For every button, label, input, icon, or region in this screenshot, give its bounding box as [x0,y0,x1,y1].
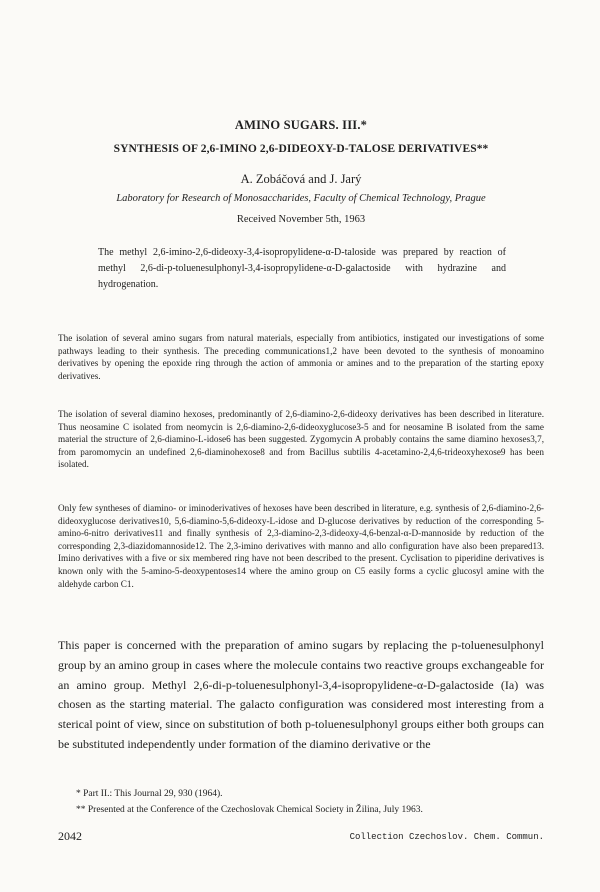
intro-paragraph-2: The isolation of several diamino hexoses, predominantly of 2,6-diamino-2,6-dideoxy derivatives has been described in literature. Thus neosamine C isolated from neomycin is 2,6-diamino-2,6-dideoxyglucose3-5 and for neosamine B isolated from the same material the structure of 2,6-diamino-L-idose6 has been suggested. Zygomycin A probably contains the same diamino hexoses3,7, from paromomycin an undefined 2,6-diaminohexose8 and from Bacillus subtilis 4-acetamino-2,4,6-trideoxyhexose9 has been isolated. [58,409,544,470]
title-line-2: SYNTHESIS OF 2,6-IMINO 2,6-DIDEOXY-D-TALOSE DERIVATIVES** [113,143,489,155]
affiliation: Laboratory for Research of Monosaccharides, Faculty of Chemical Technology, Prague [116,193,486,204]
title-line-1: AMINO SUGARS. III.* [234,118,368,132]
main-paragraph: This paper is concerned with the preparation of amino sugars by replacing the p-toluenesulphonyl group by an amino group in cases where the molecule contains two reactive groups exchangeable for an amino group. Methyl 2,6-di-p-toluenesulphonyl-3,4-isopropylidene-α-D-galactoside (Ia) was chosen as the starting material. The galacto configuration was considered most interesting from a sterical point of view, since on substitution of both p-toluenesulphonyl groups either both groups can be substituted independently under formation of the diamino derivative or the [58,638,544,751]
footnote-2: ** Presented at the Conference of the Czechoslovak Chemical Society in Žilina, July 1963. [76,805,423,815]
footnote-1: * Part II.: This Journal 29, 930 (1964). [76,789,223,799]
abstract: The methyl 2,6-imino-2,6-dideoxy-3,4-isopropylidene-α-D-taloside was prepared by reaction of methyl 2,6-di-p-toluenesulphonyl-3,4-isopropylidene-α-D-galactoside with hydrazine and hydrogenation. [98,247,506,290]
intro-paragraph-1: The isolation of several amino sugars from natural materials, especially from antibiotics, instigated our investigations of some pathways leading to their synthesis. The preceding communications1,2 have been devoted to the synthesis of monoamino derivatives by opening the epoxide ring through the action of ammonia or amines and to the preparation of the starting epoxy derivatives. [58,333,544,381]
page-number: 2042 [58,829,82,843]
intro-paragraph-3: Only few syntheses of diamino- or iminoderivatives of hexoses have been described in literature, e.g. synthesis of 2,6-diamino-2,6-dideoxyglucose derivatives10, 5,6-diamino-5,6-dideoxy-L-idose and D-glucose derivatives by reduction of the corresponding 5-amino-6-nitro derivatives11 and finally synthesis of 2,3-diamino-2,3-dideoxy-4,6-benzal-α-D-mannoside by reduction of the corresponding 2,3-diazidomannoside12. The 2,3-imino derivatives with manno and allo configuration have also been prepared13. Imino derivatives with a five or six membered ring have not been described to the present. Cyclisation to piperidine derivatives is known only with the 5-amino-5-deoxypentoses14 where the amino group on C5 easily forms a cyclic glucosyl amine with the aldehyde carbon C1. [58,503,544,589]
journal-running-footer: Collection Czechoslov. Chem. Commun. [349,832,544,842]
authors: A. Zobáčová and J. Jarý [240,172,362,186]
received-date: Received November 5th, 1963 [236,214,366,225]
